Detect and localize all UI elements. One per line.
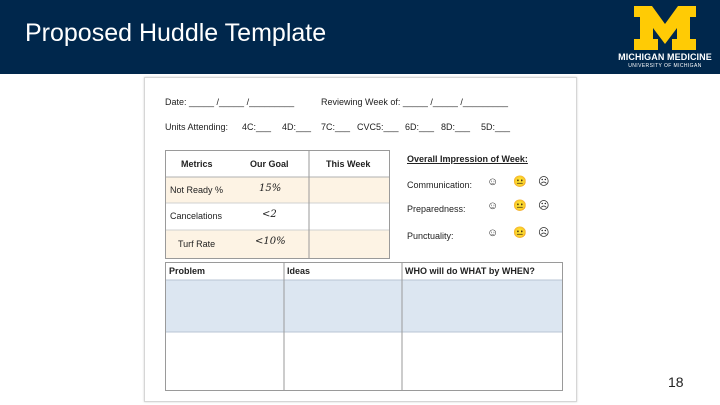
unit-6d: 6D:___ <box>405 122 435 132</box>
impression-preparedness: Preparedness: <box>407 204 466 214</box>
action-header-problem: Problem <box>169 266 206 276</box>
neutral-face-icon: 😐 <box>513 227 527 239</box>
frown-face-icon: ☹ <box>538 200 550 212</box>
action-table <box>165 262 563 391</box>
slide-title: Proposed Huddle Template <box>25 19 327 47</box>
action-table-grid <box>166 263 562 390</box>
metrics-header-this-week: This Week <box>326 159 371 169</box>
date-line: Date: _____ /_____ /_________ <box>165 97 295 107</box>
neutral-face-icon: 😐 <box>513 200 527 212</box>
metrics-header-goal: Our Goal <box>250 159 289 169</box>
smile-face-icon: ☺ <box>487 200 499 212</box>
unit-4d: 4D:___ <box>282 122 312 132</box>
impression-punctuality: Punctuality: <box>407 231 454 241</box>
action-header-ideas: Ideas <box>287 266 311 276</box>
logo-subtitle: UNIVERSITY OF MICHIGAN <box>628 63 702 69</box>
action-header-who-what-when: WHO will do WHAT by WHEN? <box>405 266 535 276</box>
unit-4c: 4C:___ <box>242 122 272 132</box>
frown-face-icon: ☹ <box>538 176 550 188</box>
impression-communication: Communication: <box>407 180 473 190</box>
units-label: Units Attending: <box>165 122 229 132</box>
unit-5d: 5D:___ <box>481 122 511 132</box>
smile-face-icon: ☺ <box>487 227 499 239</box>
impression-title: Overall Impression of Week: <box>407 154 528 164</box>
block-m-logo-icon <box>634 6 696 50</box>
smile-face-icon: ☺ <box>487 176 499 188</box>
page-number: 18 <box>668 374 684 390</box>
slide-header <box>0 0 720 74</box>
michigan-medicine-logo <box>612 6 718 72</box>
metrics-header-metrics: Metrics <box>181 159 213 169</box>
logo-name: MICHIGAN MEDICINE <box>618 52 712 62</box>
goal-not-ready: 15% <box>259 183 282 194</box>
metric-cancelations: Cancelations <box>170 211 223 221</box>
metric-not-ready: Not Ready % <box>170 185 224 195</box>
reviewing-week-line: Reviewing Week of: _____ /_____ /_________ <box>321 97 508 107</box>
frown-face-icon: ☹ <box>538 227 550 239</box>
unit-8d: 8D:___ <box>441 122 471 132</box>
metrics-table <box>165 150 390 259</box>
huddle-template-image <box>144 77 577 402</box>
neutral-face-icon: 😐 <box>513 176 527 188</box>
unit-cvc5: CVC5:___ <box>357 122 399 132</box>
unit-7c: 7C:___ <box>321 122 351 132</box>
metric-turf-rate: Turf Rate <box>178 239 216 249</box>
goal-turf-rate: <10% <box>255 236 286 247</box>
goal-cancelations: <2 <box>262 209 277 220</box>
